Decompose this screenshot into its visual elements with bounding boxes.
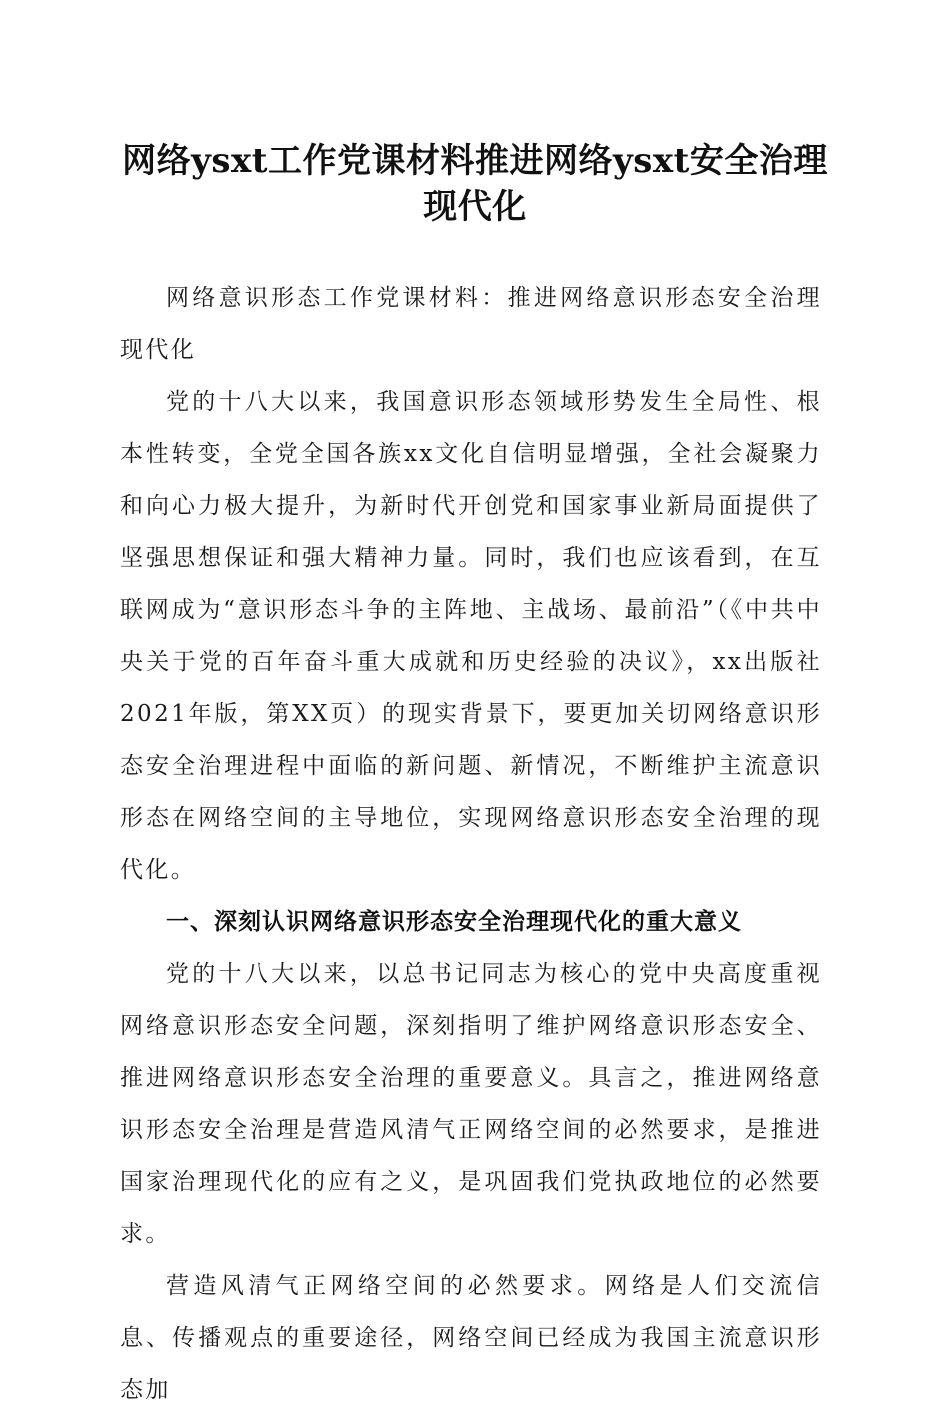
section-paragraph: 营造风清气正网络空间的必然要求。网络是人们交流信息、传播观点的重要途径，网络空间已经成为我国主流意识形态加: [120, 1273, 822, 1403]
section-heading: 一、深刻认识网络意识形态安全治理现代化的重大意义: [166, 909, 742, 935]
document-body: [120, 272, 822, 1416]
section-paragraph: 党的十八大以来，以总书记同志为核心的党中央高度重视网络意识形态安全问题，深刻指明了维护网络意识形态安全、推进网络意识形态安全治理的重要意义。具言之，推进网络意识形态安全治理是营造风清气正网络空间的必然要求，是推进国家治理现代化的应有之义，是巩固我们党执政地位的必然要求。: [120, 961, 822, 1247]
document-title: 网络ysxt工作党课材料推进网络ysxt安全治理现代化: [122, 141, 828, 227]
intro-paragraph: 网络意识形态工作党课材料：推进网络意识形态安全治理现代化: [120, 285, 822, 363]
background-paragraph: 党的十八大以来，我国意识形态领域形势发生全局性、根本性转变，全党全国各族xx文化自信明显增强，全社会凝聚力和向心力极大提升，为新时代开创党和国家事业新局面提供了坚强思想保证和强大精神力量。同时，我们也应该看到，在互联网成为“意识形态斗争的主阵地、主战场、最前沿”（《中共中央关于党的百年奋斗重大成就和历史经验的决议》，xx出版社2021年版，第XX页）的现实背景下，要更加关切网络意识形态安全治理进程中面临的新问题、新情况，不断维护主流意识形态在网络空间的主导地位，实现网络意识形态安全治理的现代化。: [120, 389, 822, 883]
